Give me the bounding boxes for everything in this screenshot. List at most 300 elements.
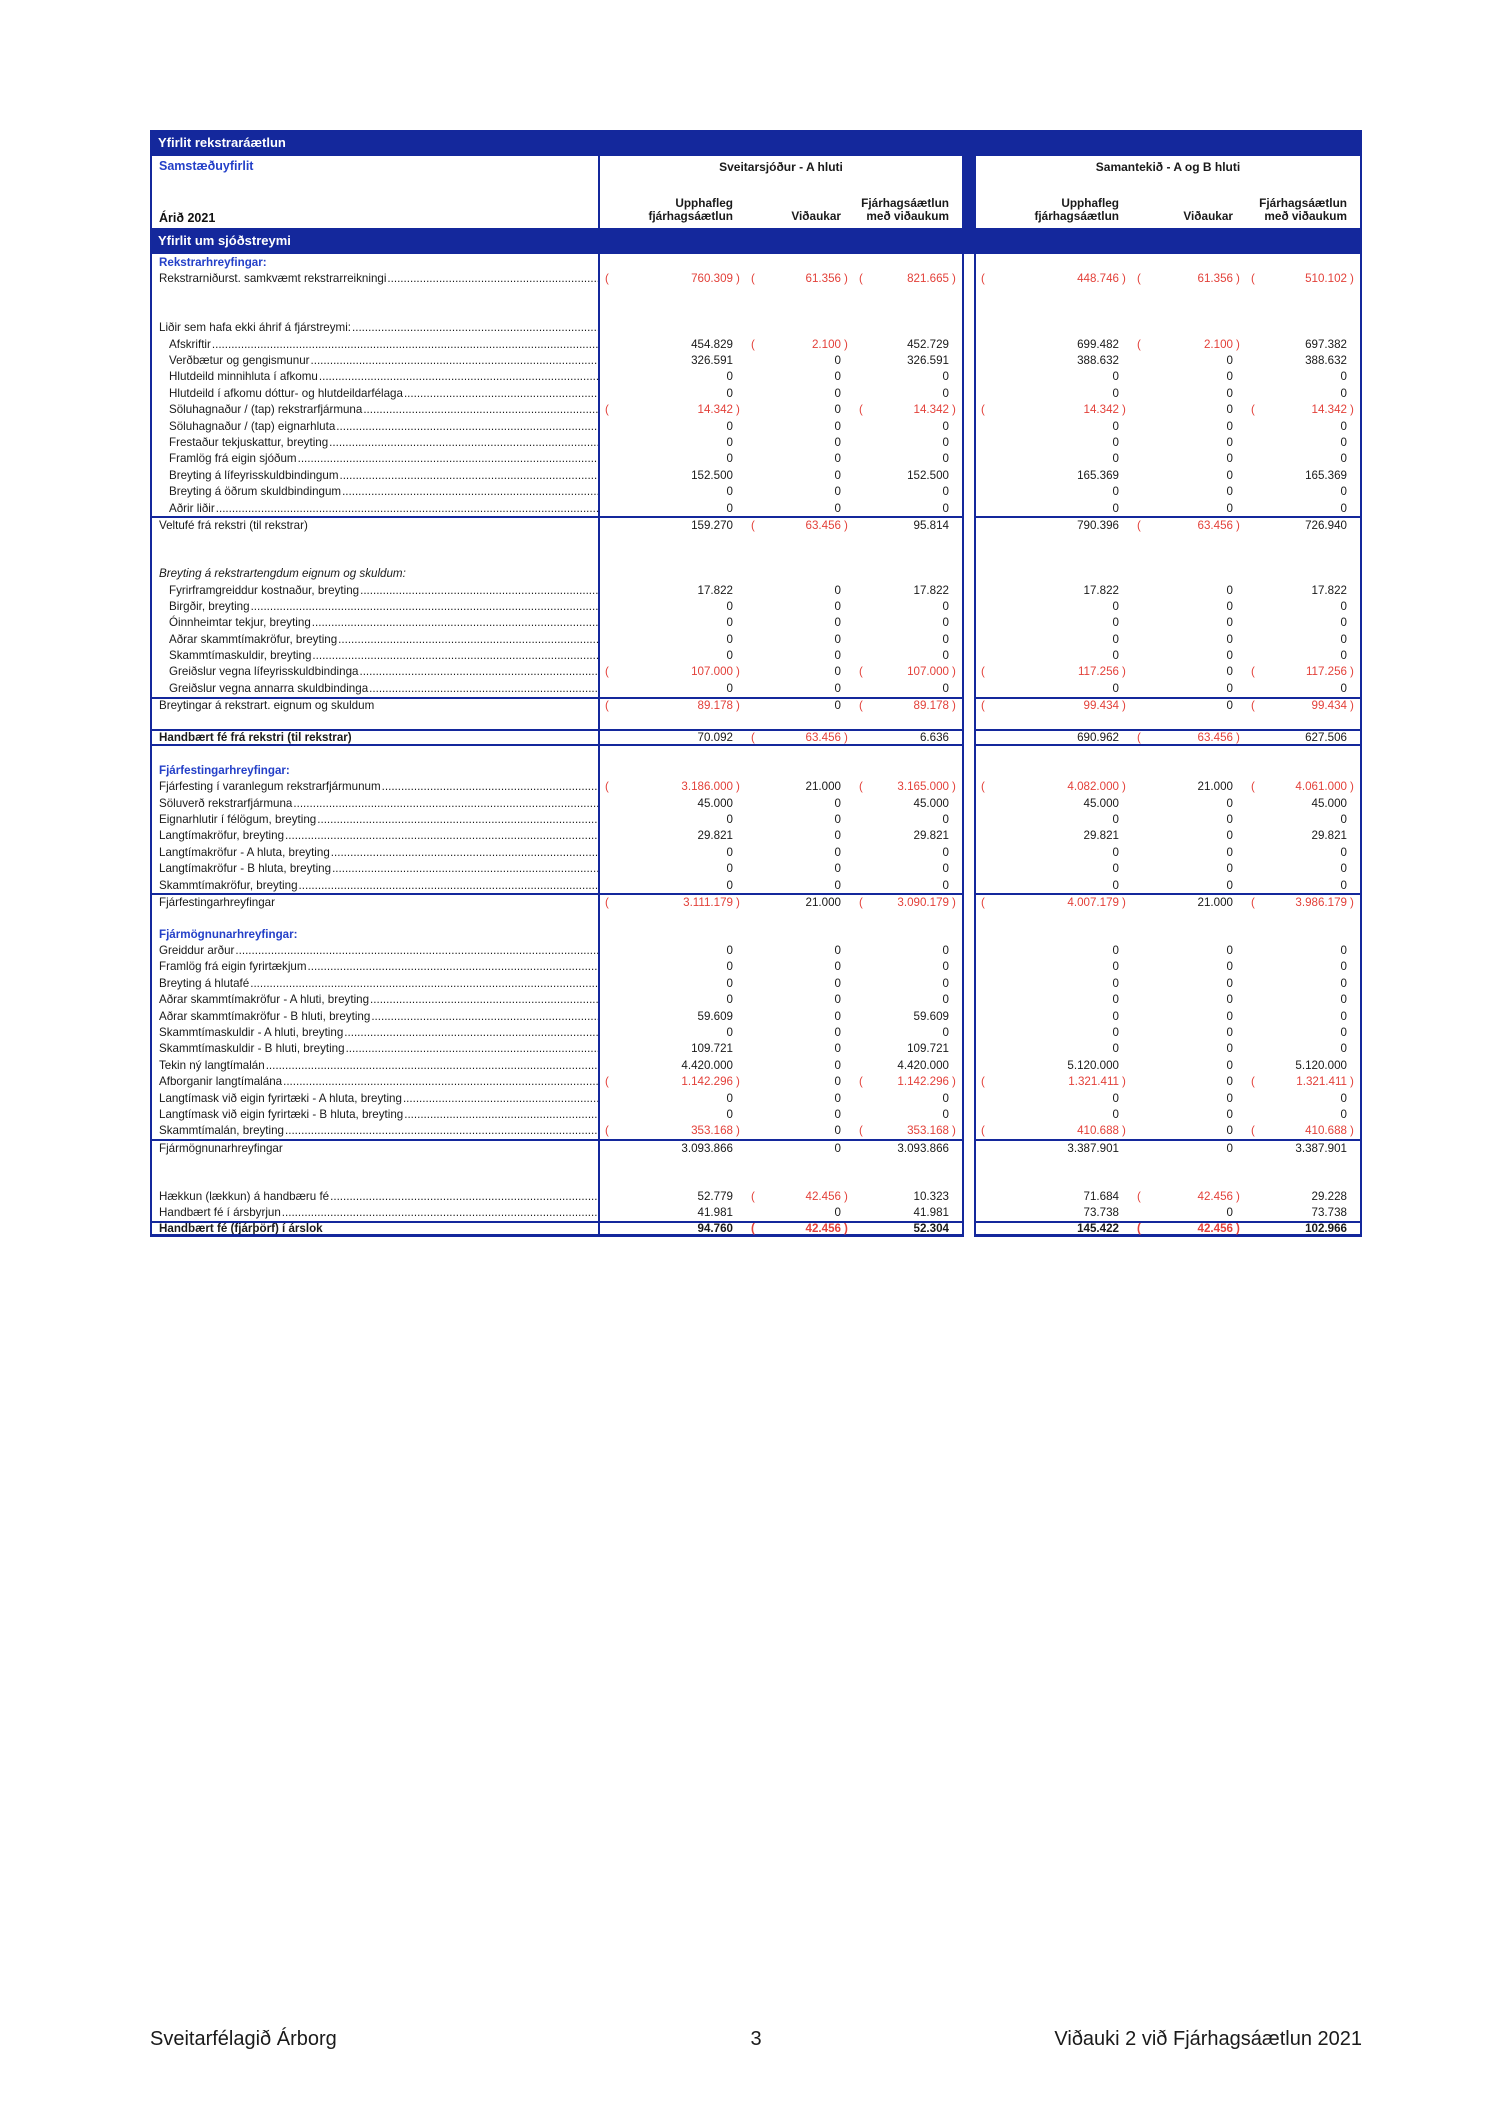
dot-leader (403, 387, 598, 400)
amount-cell: 0 (1226, 796, 1233, 810)
amount-cell: 5.120.000 (1295, 1058, 1347, 1072)
report-title-bar (150, 130, 1362, 156)
dot-leader (351, 321, 598, 334)
table-row (150, 320, 1362, 336)
amount-cell: 45.000 (1083, 796, 1119, 810)
row-label: Handbært fé frá rekstri (til rekstrar) (150, 729, 598, 745)
row-label: Söluverð rekstrarfjármuna ..... (150, 795, 598, 811)
amount-cell: 0 (726, 681, 733, 695)
values-a-part (598, 402, 964, 418)
values-consolidated (974, 893, 1362, 909)
values-a-part (598, 992, 964, 1008)
values-a-part (598, 467, 964, 483)
amount-cell: ( 42.456 ) (751, 1189, 848, 1203)
amount-cell (600, 1155, 746, 1171)
amount-cell (854, 926, 962, 942)
amount-cell: ( 510.102 ) (1251, 272, 1354, 286)
column-gap (964, 1123, 974, 1139)
amount-cell: 454.829 (691, 337, 733, 351)
amount-cell: ( 410.688 ) (1251, 1124, 1354, 1138)
table-row (150, 434, 1362, 450)
values-a-part (598, 811, 964, 827)
amount-cell: 0 (726, 1108, 733, 1121)
values-a-part (598, 1106, 964, 1122)
amount-cell: 45.000 (697, 796, 733, 810)
dot-leader (343, 1026, 598, 1039)
amount-cell (600, 320, 746, 336)
dot-leader (297, 452, 598, 465)
values-consolidated (974, 779, 1362, 795)
column-gap (964, 582, 974, 598)
dot-leader (211, 338, 598, 351)
amount-cell: 0 (726, 878, 733, 892)
amount-cell: 0 (1226, 993, 1233, 1007)
amount-cell: 0 (1112, 632, 1119, 646)
amount-cell (1132, 1155, 1246, 1171)
group-b-columns (976, 174, 1360, 228)
dot-leader (341, 485, 598, 498)
amount-cell: 0 (834, 1108, 841, 1121)
row-label (150, 1155, 598, 1171)
amount-cell (746, 549, 854, 565)
amount-cell: 0 (726, 419, 733, 433)
values-consolidated (974, 926, 1362, 942)
amount-cell: 0 (1226, 599, 1233, 613)
values-a-part (598, 451, 964, 467)
footer-left: Sveitarfélagið Árborg (150, 2028, 337, 2050)
amount-cell: 0 (1112, 485, 1119, 499)
amount-cell: 73.738 (1311, 1206, 1347, 1220)
amount-cell (1132, 533, 1246, 549)
column-gap (964, 647, 974, 663)
values-consolidated (974, 598, 1362, 614)
amount-cell: 0 (1226, 829, 1233, 843)
amount-cell: 0 (834, 632, 841, 646)
amount-cell: ( 14.342 ) (859, 403, 956, 417)
values-consolidated (974, 680, 1362, 696)
amount-cell (1246, 746, 1360, 762)
amount-cell: 0 (834, 699, 841, 713)
amount-cell: 0 (1226, 665, 1233, 679)
amount-cell: 0 (1340, 944, 1347, 958)
amount-cell: 109.721 (907, 1042, 949, 1056)
values-consolidated (974, 959, 1362, 975)
footer-right: Viðauki 2 við Fjárhagsáætlun 2021 (1054, 2028, 1362, 2050)
dot-leader (358, 665, 598, 678)
values-consolidated (974, 992, 1362, 1008)
values-consolidated (974, 434, 1362, 450)
table-row (150, 270, 1362, 286)
amount-cell (600, 565, 746, 581)
amount-cell: 0 (834, 993, 841, 1007)
amount-cell (746, 1155, 854, 1171)
values-consolidated (974, 254, 1362, 270)
amount-cell (1246, 926, 1360, 942)
column-gap (964, 402, 974, 418)
table-row (150, 598, 1362, 614)
amount-cell: 0 (834, 1009, 841, 1023)
amount-cell (600, 549, 746, 565)
values-a-part (598, 779, 964, 795)
amount-cell (854, 1155, 962, 1171)
amount-cell: 0 (834, 796, 841, 810)
spacer-row (150, 549, 1362, 565)
amount-cell: 0 (1226, 649, 1233, 663)
amount-cell: ( 3.165.000 ) (859, 780, 956, 794)
table-row (150, 1139, 1362, 1155)
amount-cell: 0 (726, 845, 733, 859)
amount-cell: ( 760.309 ) (605, 272, 740, 286)
amount-cell (746, 1172, 854, 1188)
amount-cell: 0 (1112, 1108, 1119, 1121)
amount-cell: 697.382 (1305, 337, 1347, 351)
amount-cell (976, 320, 1132, 336)
column-group-b (974, 156, 1362, 228)
amount-cell (1246, 549, 1360, 565)
table-row (150, 631, 1362, 647)
column-gap (964, 959, 974, 975)
amount-cell: 0 (1226, 845, 1233, 859)
values-a-part (598, 713, 964, 729)
amount-cell: 0 (1340, 599, 1347, 613)
row-label: Aðrir liðir ..... (150, 500, 598, 516)
row-label: Tekin ný langtímalán ..... (150, 1057, 598, 1073)
dot-leader (369, 993, 598, 1006)
amount-cell: 0 (834, 354, 841, 368)
values-a-part (598, 254, 964, 270)
table-row (150, 680, 1362, 696)
amount-cell: 0 (1340, 485, 1347, 499)
amount-cell (600, 762, 746, 778)
amount-cell: 0 (834, 665, 841, 679)
column-gap (964, 975, 974, 991)
amount-cell: 0 (834, 583, 841, 597)
values-consolidated (974, 697, 1362, 713)
amount-cell: 29.821 (1083, 829, 1119, 843)
values-a-part (598, 926, 964, 942)
amount-cell: ( 42.456 ) (1137, 1189, 1240, 1203)
column-header: Upphafleg fjárhagsáætlun (1034, 195, 1119, 224)
values-a-part (598, 1205, 964, 1221)
header-left-panel (150, 156, 598, 228)
amount-cell: 29.821 (913, 829, 949, 843)
amount-cell: ( 2.100 ) (1137, 337, 1240, 351)
amount-cell: 0 (834, 485, 841, 499)
spacer-row (150, 303, 1362, 319)
amount-cell: 17.822 (1083, 583, 1119, 597)
dot-leader (234, 944, 598, 957)
amount-cell (1132, 320, 1246, 336)
amount-cell: 0 (1226, 1058, 1233, 1072)
amount-cell: 0 (1340, 993, 1347, 1007)
column-gap (964, 680, 974, 696)
amount-cell: 0 (1226, 1042, 1233, 1056)
amount-cell: ( 117.256 ) (1251, 665, 1354, 679)
values-a-part (598, 565, 964, 581)
column-gap (964, 828, 974, 844)
values-a-part (598, 287, 964, 303)
column-gap (964, 1090, 974, 1106)
table-row (150, 1024, 1362, 1040)
section-bar (150, 228, 1362, 254)
row-label: Breytingar á rekstrart. eignum og skuldum (150, 697, 598, 713)
amount-cell: ( 63.456 ) (1137, 731, 1240, 745)
row-label: Rekstrarniðurst. samkvæmt rekstrarreikningi ..... (150, 270, 598, 286)
amount-cell: ( 107.000 ) (605, 665, 740, 679)
amount-cell: 0 (942, 386, 949, 400)
table-row (150, 697, 1362, 713)
amount-cell: 0 (1226, 1108, 1233, 1121)
amount-cell: ( 89.178 ) (859, 699, 956, 713)
amount-cell: ( 63.456 ) (1137, 518, 1240, 532)
values-consolidated (974, 713, 1362, 729)
amount-cell: 0 (834, 419, 841, 433)
column-gap (964, 746, 974, 762)
amount-cell (1246, 533, 1360, 549)
table-row (150, 959, 1362, 975)
values-a-part (598, 385, 964, 401)
amount-cell: 3.093.866 (681, 1141, 733, 1155)
values-consolidated (974, 467, 1362, 483)
row-label: Fyrirframgreiddur kostnaður, breyting ..... (150, 582, 598, 598)
row-label: Skammtímaskuldir, breyting ..... (150, 647, 598, 663)
column-gap (964, 533, 974, 549)
row-label: Eignarhlutir í félögum, breyting ..... (150, 811, 598, 827)
values-consolidated (974, 1205, 1362, 1221)
amount-cell: 0 (942, 616, 949, 630)
amount-cell: 0 (1340, 649, 1347, 663)
dot-leader (370, 1010, 598, 1023)
values-a-part (598, 598, 964, 614)
amount-cell: 0 (834, 1206, 841, 1220)
dot-leader (345, 1042, 598, 1055)
amount-cell (600, 533, 746, 549)
dot-leader (215, 502, 598, 515)
table-row (150, 1106, 1362, 1122)
amount-cell (854, 549, 962, 565)
amount-cell: ( 99.434 ) (1251, 699, 1354, 713)
amount-cell: 0 (1226, 1009, 1233, 1023)
amount-cell: 0 (1226, 1075, 1233, 1089)
amount-cell: 0 (1340, 370, 1347, 384)
amount-cell: 0 (1112, 993, 1119, 1007)
amount-cell: 0 (1112, 878, 1119, 892)
amount-cell: 0 (1340, 386, 1347, 400)
column-header: Viðaukar (1183, 209, 1233, 224)
values-a-part (598, 844, 964, 860)
row-label: Handbært fé í ársbyrjun ..... (150, 1205, 598, 1221)
values-consolidated (974, 1090, 1362, 1106)
values-consolidated (974, 1106, 1362, 1122)
values-consolidated (974, 303, 1362, 319)
values-a-part (598, 369, 964, 385)
table-row (150, 1057, 1362, 1073)
amount-cell: 0 (726, 485, 733, 499)
table-row (150, 1074, 1362, 1090)
amount-cell: 0 (1340, 435, 1347, 449)
amount-cell: 21.000 (805, 895, 841, 909)
row-label: Langtímakröfur, breyting ..... (150, 828, 598, 844)
amount-cell: 0 (1340, 960, 1347, 974)
row-label (150, 910, 598, 926)
amount-cell: 0 (1226, 1026, 1233, 1040)
amount-cell: 21.000 (1197, 895, 1233, 909)
amount-cell: ( 4.061.000 ) (1251, 780, 1354, 794)
amount-cell: 0 (1226, 370, 1233, 384)
amount-cell (854, 533, 962, 549)
values-a-part (598, 615, 964, 631)
amount-cell: 0 (726, 812, 733, 826)
row-label: Rekstrarhreyfingar: (150, 254, 598, 270)
column-gap (964, 1172, 974, 1188)
row-label: Fjárfestingarhreyfingar: (150, 762, 598, 778)
amount-cell: 0 (1226, 452, 1233, 466)
values-consolidated (974, 402, 1362, 418)
row-label: Fjárfesting í varanlegum rekstrarfjármunum ..... (150, 779, 598, 795)
row-label: Fjármögnunarhreyfingar (150, 1139, 598, 1155)
column-gap (964, 795, 974, 811)
table-row (150, 451, 1362, 467)
amount-cell: 0 (1112, 1091, 1119, 1105)
amount-cell (1132, 762, 1246, 778)
amount-cell: 152.500 (907, 468, 949, 482)
values-a-part (598, 697, 964, 713)
amount-cell: 0 (1112, 845, 1119, 859)
amount-cell: 3.387.901 (1067, 1141, 1119, 1155)
table-row (150, 795, 1362, 811)
row-label: Aðrar skammtímakröfur - B hluti, breyting ..... (150, 1008, 598, 1024)
values-a-part (598, 1057, 964, 1073)
amount-cell: ( 63.456 ) (751, 731, 848, 745)
amount-cell: 0 (834, 468, 841, 482)
values-consolidated (974, 483, 1362, 499)
amount-cell: 0 (834, 386, 841, 400)
amount-cell: 0 (834, 1091, 841, 1105)
amount-cell: 0 (1340, 1042, 1347, 1056)
values-a-part (598, 942, 964, 958)
values-consolidated (974, 500, 1362, 516)
amount-cell: 0 (726, 976, 733, 990)
table-row (150, 516, 1362, 532)
row-label (150, 533, 598, 549)
amount-cell: ( 353.168 ) (859, 1124, 956, 1138)
row-label: Frestaður tekjuskattur, breyting ..... (150, 434, 598, 450)
amount-cell: 0 (834, 1075, 841, 1089)
values-consolidated (974, 1074, 1362, 1090)
amount-cell (854, 746, 962, 762)
amount-cell (1132, 254, 1246, 270)
table-header-band (150, 156, 1362, 228)
amount-cell: 0 (834, 452, 841, 466)
column-gap (964, 762, 974, 778)
dot-leader (338, 469, 598, 482)
row-label: Hlutdeild í afkomu dóttur- og hlutdeildarfélaga ..... (150, 385, 598, 401)
values-consolidated (974, 1024, 1362, 1040)
table-row (150, 418, 1362, 434)
dot-leader (335, 420, 598, 433)
amount-cell (746, 713, 854, 729)
amount-cell: 17.822 (913, 583, 949, 597)
amount-cell: 0 (1112, 960, 1119, 974)
column-gap (964, 697, 974, 713)
amount-cell: 3.387.901 (1295, 1141, 1347, 1155)
amount-cell: 41.981 (913, 1206, 949, 1220)
amount-cell: 790.396 (1077, 518, 1119, 532)
amount-cell: 0 (834, 878, 841, 892)
amount-cell (746, 762, 854, 778)
amount-cell (1246, 713, 1360, 729)
amount-cell (976, 549, 1132, 565)
amount-cell: 0 (834, 862, 841, 876)
row-label: Aðrar skammtímakröfur - A hluti, breyting ..... (150, 992, 598, 1008)
table-row (150, 565, 1362, 581)
values-a-part (598, 1123, 964, 1139)
row-label: Söluhagnaður / (tap) rekstrarfjármuna ..... (150, 402, 598, 418)
values-consolidated (974, 1008, 1362, 1024)
amount-cell (976, 713, 1132, 729)
amount-cell (976, 1172, 1132, 1188)
values-a-part (598, 729, 964, 745)
values-a-part (598, 533, 964, 549)
table-row (150, 975, 1362, 991)
values-a-part (598, 434, 964, 450)
values-a-part (598, 680, 964, 696)
amount-cell: 109.721 (691, 1042, 733, 1056)
spacer-row (150, 746, 1362, 762)
values-a-part (598, 1090, 964, 1106)
row-label (150, 549, 598, 565)
values-consolidated (974, 877, 1362, 893)
amount-cell (600, 746, 746, 762)
amount-cell: 0 (942, 452, 949, 466)
column-gap (964, 352, 974, 368)
dot-leader (362, 403, 598, 416)
values-consolidated (974, 975, 1362, 991)
table-row (150, 779, 1362, 795)
values-consolidated (974, 516, 1362, 532)
values-a-part (598, 303, 964, 319)
row-label: Afborganir langtímalána ..... (150, 1074, 598, 1090)
amount-cell: 0 (942, 435, 949, 449)
row-label: Liðir sem hafa ekki áhrif á fjárstreymi: ..... (150, 320, 598, 336)
column-gap (964, 811, 974, 827)
amount-cell: 0 (1112, 976, 1119, 990)
values-a-part (598, 631, 964, 647)
table-row (150, 828, 1362, 844)
amount-cell: ( 63.456 ) (751, 518, 848, 532)
row-label: Langtímask við eigin fyrirtæki - A hluta, breyting ..... (150, 1090, 598, 1106)
dot-leader (250, 600, 598, 613)
page-footer (150, 2028, 1362, 2051)
values-consolidated (974, 549, 1362, 565)
row-label: Hækkun (lækkun) á handbæru fé ..... (150, 1188, 598, 1204)
row-label (150, 303, 598, 319)
amount-cell (746, 303, 854, 319)
amount-cell: 17.822 (1311, 583, 1347, 597)
values-consolidated (974, 533, 1362, 549)
amount-cell: 29.821 (697, 829, 733, 843)
amount-cell: 10.323 (913, 1189, 949, 1203)
values-consolidated (974, 828, 1362, 844)
amount-cell: 0 (1226, 435, 1233, 449)
table-row (150, 1041, 1362, 1057)
values-consolidated (974, 844, 1362, 860)
dot-leader (307, 960, 598, 973)
amount-cell: 0 (1112, 616, 1119, 630)
row-label: Veltufé frá rekstri (til rekstrar) (150, 516, 598, 532)
amount-cell: 0 (834, 435, 841, 449)
column-gap (964, 1057, 974, 1073)
